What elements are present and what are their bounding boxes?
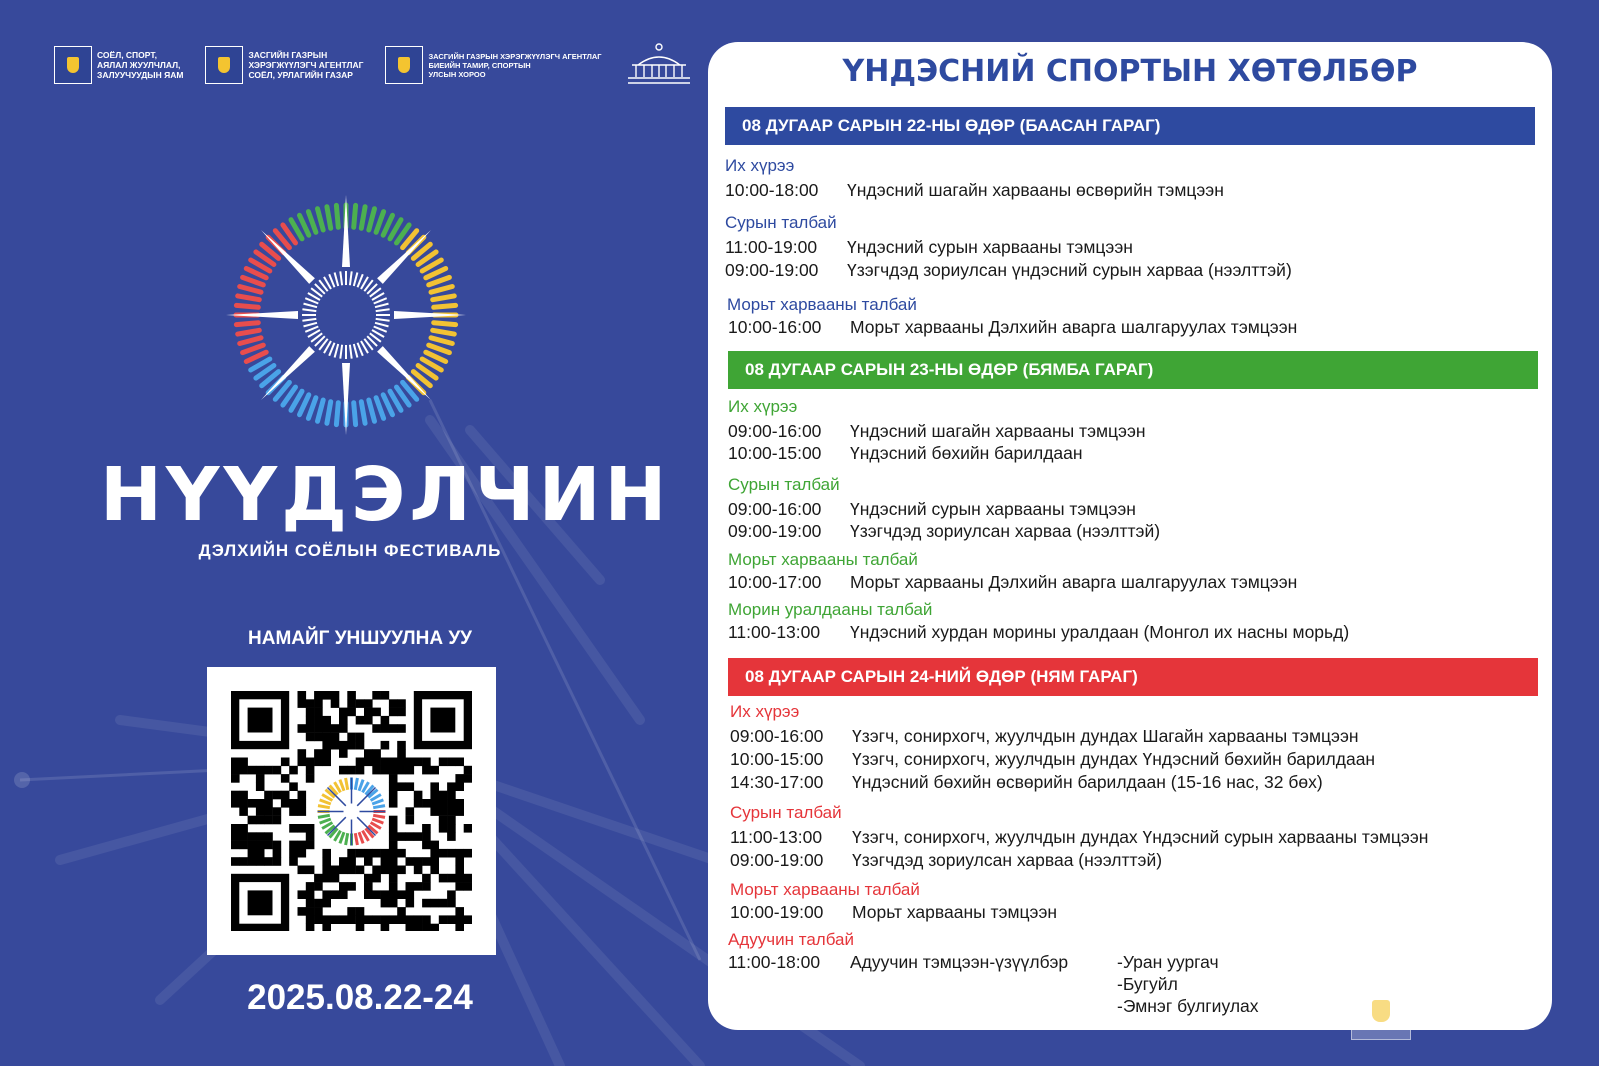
venue-label: Морьт харвааны талбай xyxy=(728,550,918,569)
ministry-logo: СОЁЛ, СПОРТ, АЯЛАЛ ЖУУЛЧЛАЛ, ЗАЛУУЧУУДЫН ЯАМ xyxy=(54,46,183,84)
program-card xyxy=(708,42,1552,1030)
state-emblem-icon xyxy=(54,46,92,84)
herder-item: -Эмнэг булгиулах xyxy=(1117,996,1259,1016)
state-emblem-icon xyxy=(385,46,423,84)
watermark-text: ЛАГ ОРТЫН xyxy=(1420,997,1477,1030)
schedule-row: 09:00-16:00 Үзэгч, сонирхогч, жуулчдын дундах Шагайн харвааны тэмцээн xyxy=(730,726,1359,746)
venue-label: Сурын талбай xyxy=(725,213,837,232)
day-header-23: 08 ДУГААР САРЫН 23-НЫ ӨДӨР (БЯМБА ГАРАГ) xyxy=(728,351,1538,389)
partner-logos xyxy=(54,42,694,88)
event-dates: 2025.08.22-24 xyxy=(247,978,473,1017)
venue-label: Адуучин талбай xyxy=(728,930,854,949)
schedule-row: 10:00-18:00 Үндэсний шагайн харвааны өсвөрийн тэмцээн xyxy=(725,180,1224,200)
program-title: ҮНДЭСНИЙ СПОРТЫН ХӨТӨЛБӨР xyxy=(842,54,1418,89)
qr-code[interactable] xyxy=(207,667,496,955)
culture-agency-logo: ЗАСГИЙН ГАЗРЫН ХЭРЭГЖҮҮЛЭГЧ АГЕНТЛАГ СОЁЛ, УРЛАГИЙН ГАЗАР xyxy=(205,46,363,84)
schedule-row: 09:00-19:00 Үзэгчдэд зориулсан үндэсний сурын харваа (нээлттэй) xyxy=(725,260,1292,280)
schedule-row: 10:00-15:00 Үндэсний бөхийн барилдаан xyxy=(728,443,1083,463)
schedule-row: 14:30-17:00 Үндэсний бөхийн өсвөрийн барилдаан (15-16 нас, 32 бөх) xyxy=(730,772,1323,792)
herder-item: -Уран уургач xyxy=(1117,952,1219,972)
festival-burst-logo xyxy=(221,190,471,440)
venue-label: Сурын талбай xyxy=(730,803,842,822)
venue-label: Сурын талбай xyxy=(728,475,840,494)
watermark-emblem-icon xyxy=(1351,982,1411,1040)
day-header-24: 08 ДУГААР САРЫН 24-НИЙ ӨДӨР (НЯМ ГАРАГ) xyxy=(728,658,1538,696)
festival-name: НҮҮДЭЛЧИН xyxy=(100,452,671,538)
schedule-row: 11:00-13:00 Үзэгч, сонирхогч, жуулчдын дундах Үндэсний сурын харвааны тэмцээн xyxy=(730,827,1429,847)
qr-code-pattern xyxy=(231,691,472,931)
venue-label: Морьт харвааны талбай xyxy=(730,880,920,899)
venue-label: Их хүрээ xyxy=(725,156,795,175)
day-header-22: 08 ДУГААР САРЫН 22-НЫ ӨДӨР (БААСАН ГАРАГ) xyxy=(725,107,1535,145)
schedule-row: 09:00-16:00 Үндэсний шагайн харвааны тэмцээн xyxy=(728,421,1146,441)
schedule-row: 11:00-19:00 Үндэсний сурын харвааны тэмцээн xyxy=(725,237,1133,257)
state-emblem-icon xyxy=(205,46,243,84)
venue-label: Морьт харвааны талбай xyxy=(727,295,917,314)
schedule-row: 10:00-15:00 Үзэгч, сонирхогч, жуулчдын дундах Үндэсний бөхийн барилдаан xyxy=(730,749,1376,769)
venue-label: Их хүрээ xyxy=(728,397,798,416)
venue-label: Морин уралдааны талбай xyxy=(728,600,933,619)
venue-label: Их хүрээ xyxy=(730,702,800,721)
schedule-row: 09:00-16:00 Үндэсний сурын харвааны тэмцээн xyxy=(728,499,1136,519)
herder-item: -Бугуйл xyxy=(1117,974,1178,994)
government-palace-icon xyxy=(624,41,694,89)
schedule-row: 10:00-17:00 Морьт харвааны Дэлхийн аварга шалгаруулах тэмцээн xyxy=(728,572,1298,592)
schedule-row: 09:00-19:00 Үзэгчдэд зориулсан харваа (нээлттэй) xyxy=(730,850,1163,870)
qr-caption: НАМАЙГ УНШУУЛНА УУ xyxy=(248,628,472,649)
schedule-row: 11:00-13:00 Үндэсний хурдан морины уралдаан (Монгол их насны морьд) xyxy=(728,622,1350,642)
schedule-row: 10:00-16:00 Морьт харвааны Дэлхийн аварга шалгаруулах тэмцээн xyxy=(728,317,1298,337)
schedule-row: 11:00-18:00 Адуучин тэмцээн-үзүүлбэр xyxy=(728,952,1069,972)
festival-subtitle: ДЭЛХИЙН СОЁЛЫН ФЕСТИВАЛЬ xyxy=(198,541,502,560)
schedule-row: 09:00-19:00 Үзэгчдэд зориулсан харваа (нээлттэй) xyxy=(728,521,1161,541)
schedule-row: 10:00-19:00 Морьт харвааны тэмцээн xyxy=(730,902,1058,922)
sports-committee-logo: ЗАСГИЙН ГАЗРЫН ХЭРЭГЖҮҮЛЭГЧ АГЕНТЛАГ БИЕИЙН ТАМИР, СПОРТЫН УЛСЫН ХОРОО xyxy=(385,46,601,84)
